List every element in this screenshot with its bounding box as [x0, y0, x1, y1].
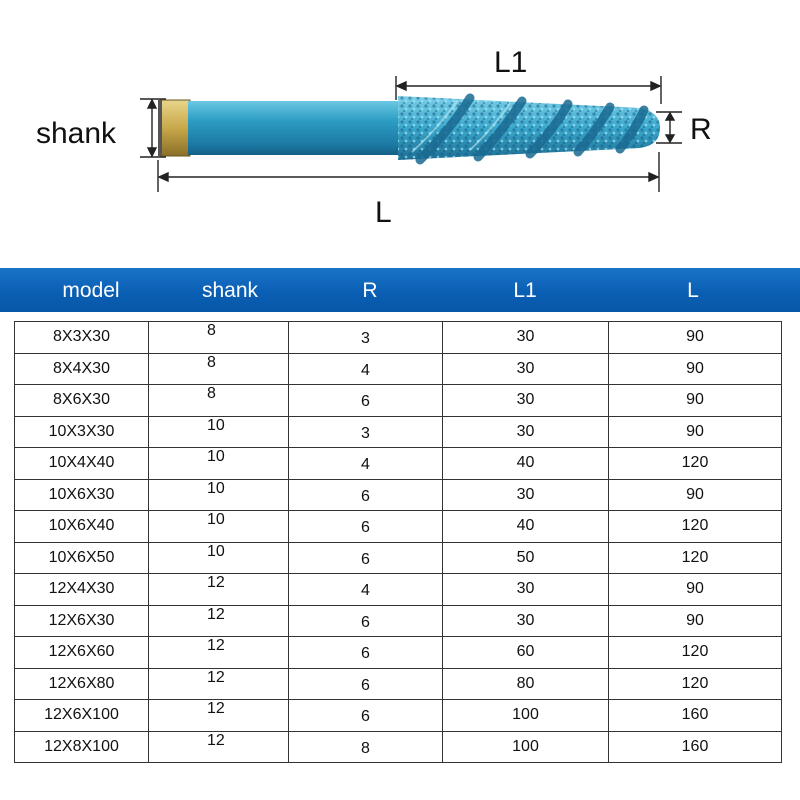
cell-l: 160: [609, 731, 782, 763]
cell-r: 3: [289, 322, 443, 354]
cell-shank: 10: [149, 448, 289, 480]
cell-l1: 30: [443, 605, 609, 637]
cell-model: 10X6X50: [15, 542, 149, 574]
cell-shank: 8: [149, 385, 289, 417]
cell-l: 90: [609, 322, 782, 354]
cell-l1: 40: [443, 511, 609, 543]
cell-r: 6: [289, 700, 443, 732]
cell-r: 6: [289, 605, 443, 637]
cell-r: 6: [289, 479, 443, 511]
shank-label: shank: [36, 117, 117, 150]
cell-r: 4: [289, 574, 443, 606]
table-row: [15, 448, 782, 480]
cell-shank: 12: [149, 605, 289, 637]
cell-shank: 12: [149, 700, 289, 732]
shank-end-cap: [158, 100, 162, 156]
cell-l: 90: [609, 416, 782, 448]
cell-shank: 12: [149, 637, 289, 669]
cell-l1: 30: [443, 322, 609, 354]
cell-l1: 40: [443, 448, 609, 480]
cell-model: 8X3X30: [15, 322, 149, 354]
cell-l: 90: [609, 574, 782, 606]
cell-l: 120: [609, 668, 782, 700]
table-row: [15, 700, 782, 732]
cell-shank: 12: [149, 668, 289, 700]
cell-l1: 60: [443, 637, 609, 669]
cell-r: 6: [289, 637, 443, 669]
cell-model: 10X3X30: [15, 416, 149, 448]
cell-l: 90: [609, 479, 782, 511]
brass-collar: [160, 100, 190, 156]
cell-l1: 30: [443, 479, 609, 511]
cell-shank: 12: [149, 574, 289, 606]
cell-l1: 100: [443, 731, 609, 763]
table-row: [15, 668, 782, 700]
cell-model: 12X6X100: [15, 700, 149, 732]
cell-l1: 80: [443, 668, 609, 700]
cell-l: 120: [609, 448, 782, 480]
cell-l: 90: [609, 385, 782, 417]
header-r: R: [362, 279, 378, 302]
cell-r: 6: [289, 668, 443, 700]
cell-r: 8: [289, 731, 443, 763]
header-model: model: [62, 279, 120, 302]
table-row: [15, 511, 782, 543]
l-label: L: [375, 196, 392, 229]
cell-r: 6: [289, 385, 443, 417]
cell-model: 10X4X40: [15, 448, 149, 480]
cell-model: 10X6X30: [15, 479, 149, 511]
cell-model: 12X4X30: [15, 574, 149, 606]
table-row: [15, 637, 782, 669]
cell-r: 4: [289, 353, 443, 385]
table-row: [15, 353, 782, 385]
cell-l1: 30: [443, 416, 609, 448]
header-l: L: [687, 279, 699, 302]
cell-model: 12X6X80: [15, 668, 149, 700]
cell-l: 120: [609, 511, 782, 543]
table-row: [15, 416, 782, 448]
cell-r: 3: [289, 416, 443, 448]
cell-shank: 8: [149, 353, 289, 385]
cell-l: 160: [609, 700, 782, 732]
cell-r: 6: [289, 542, 443, 574]
cell-model: 8X4X30: [15, 353, 149, 385]
cell-model: 10X6X40: [15, 511, 149, 543]
cell-model: 8X6X30: [15, 385, 149, 417]
cell-shank: 10: [149, 511, 289, 543]
header-l1: L1: [513, 279, 537, 302]
cell-l1: 100: [443, 700, 609, 732]
table-row: [15, 605, 782, 637]
bit-shank: [188, 101, 403, 155]
cell-l1: 30: [443, 353, 609, 385]
l1-label: L1: [494, 46, 528, 79]
cell-model: 12X6X60: [15, 637, 149, 669]
cell-l1: 30: [443, 385, 609, 417]
table-row: [15, 385, 782, 417]
table-row: [15, 542, 782, 574]
cell-shank: 10: [149, 479, 289, 511]
table-row: [15, 731, 782, 763]
table-row: [15, 479, 782, 511]
cell-model: 12X8X100: [15, 731, 149, 763]
cell-l: 90: [609, 353, 782, 385]
cell-shank: 8: [149, 322, 289, 354]
table-row: [15, 322, 782, 354]
cell-l1: 50: [443, 542, 609, 574]
cell-shank: 12: [149, 731, 289, 763]
cell-l: 120: [609, 637, 782, 669]
table-row: [15, 574, 782, 606]
cell-r: 6: [289, 511, 443, 543]
bit-grit-head: [398, 96, 660, 160]
cell-l: 120: [609, 542, 782, 574]
cell-l1: 30: [443, 574, 609, 606]
spec-table: [14, 321, 782, 763]
cell-r: 4: [289, 448, 443, 480]
r-label: R: [690, 113, 712, 146]
header-shank: shank: [201, 279, 259, 302]
bit-dimension-diagram: [0, 0, 800, 250]
cell-shank: 10: [149, 542, 289, 574]
cell-model: 12X6X30: [15, 605, 149, 637]
cell-shank: 10: [149, 416, 289, 448]
cell-l: 90: [609, 605, 782, 637]
table-header-bar: [0, 268, 800, 312]
